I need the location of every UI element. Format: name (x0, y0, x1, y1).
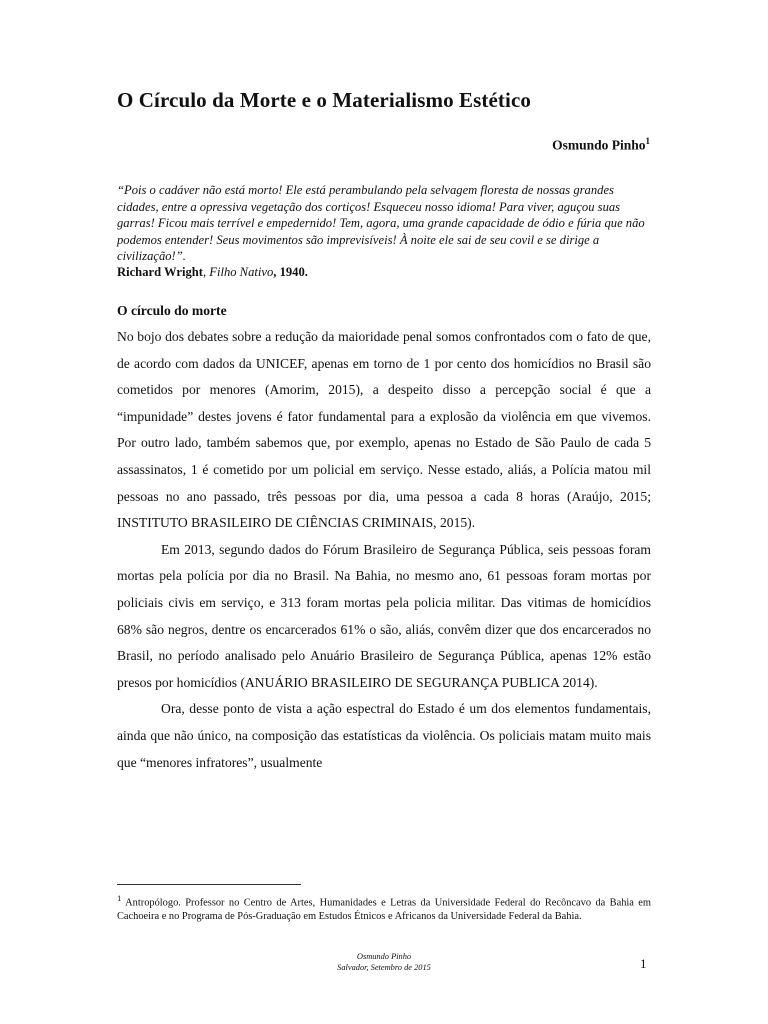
footnote-divider (117, 884, 301, 885)
author-footnote-mark: 1 (645, 136, 650, 146)
page-footer (0, 951, 768, 973)
paragraph: Em 2013, segundo dados do Fórum Brasileiro de Segurança Pública, seis pessoas foram mortas pela polícia por dia no Brasil. Na Bahia, no mesmo ano, 61 pessoas foram mortas por policiais civis em serviço, e 313 foram mortas pela policia militar. Das vitimas de homicídios 68% são negros, dentre os encarcerados 61% o são, aliás, convêm dizer que dos encarcerados no Brasil, no período analisado pelo Anuário Brasileiro de Segurança Pública, apenas 12% estão presos por homicídios (ANUÁRIO BRASILEIRO DE SEGURANÇA PUBLICA 2014). (117, 541, 651, 690)
footnote (117, 892, 651, 924)
citation-author: Richard Wright (117, 265, 203, 279)
citation-year: , 1940. (273, 265, 308, 279)
paragraph: Ora, desse ponto de vista a ação espectral do Estado é um dos elementos fundamentais, ainda que não único, na composição das estatísticas da violência. Os policiais matam muito mais que “menores infratores”, usualmente (117, 701, 651, 770)
footnote-mark: 1 (117, 893, 122, 903)
footer-author: Osmundo Pinho (356, 952, 412, 961)
page-number: 1 (640, 956, 647, 971)
page-title: O Círculo da Morte e o Materialismo Estético (117, 88, 531, 112)
epigraph-citation (117, 264, 308, 280)
citation-work: Filho Nativo (209, 265, 274, 279)
epigraph-quote: “Pois o cadáver não está morto! Ele está perambulando pela selvagem floresta de nossas grandes cidades, entre a opressiva vegetação dos cortiços! Esqueceu nosso idioma! Para viver, aguçou suas garras! Ficou mais terrível e empedernido! Tem, agora, uma grande capacidade de ódio e fúria que não podemos entender! Seus movimentos são imprevisíveis! À noite ele sai de seu covil e se dirige a civilização!”. (117, 183, 645, 264)
footer-place-date: Salvador, Setembro de 2015 (337, 963, 431, 972)
citation-separator: , (202, 265, 210, 279)
footnote-text: Antropólogo. Professor no Centro de Artes, Humanidades e Letras da Universidade Federal do Recôncavo da Bahia em Cachoeira e no Programa de Pós-Graduação em Estudos Étnicos e Africanos da Universidade Federal da Bahia. (117, 897, 651, 923)
author-name-text: Osmundo Pinho (552, 137, 646, 153)
paragraph: No bojo dos debates sobre a redução da maioridade penal somos confrontados com o fato de que, de acordo com dados da UNICEF, apenas em torno de 1 por cento dos homicídios no Brasil são cometidos por menores (Amorim, 2015), a despeito disso a percepção social é que a “impunidade” destes jovens é fator fundamental para a explosão da violência em que vivemos. Por outro lado, também sabemos que, por exemplo, apenas no Estado de São Paulo de cada 5 assassinatos, 1 é cometido por um policial em serviço. Nesse estado, aliás, a Polícia matou mil pessoas no ano passado, três pessoas por dia, uma pessoa a cada 8 horas (Araújo, 2015; INSTITUTO BRASILEIRO DE CIÊNCIAS CRIMINAIS, 2015). (117, 329, 651, 531)
body-text (117, 324, 651, 776)
section-heading: O círculo do morte (117, 303, 227, 318)
author-name (552, 136, 650, 154)
